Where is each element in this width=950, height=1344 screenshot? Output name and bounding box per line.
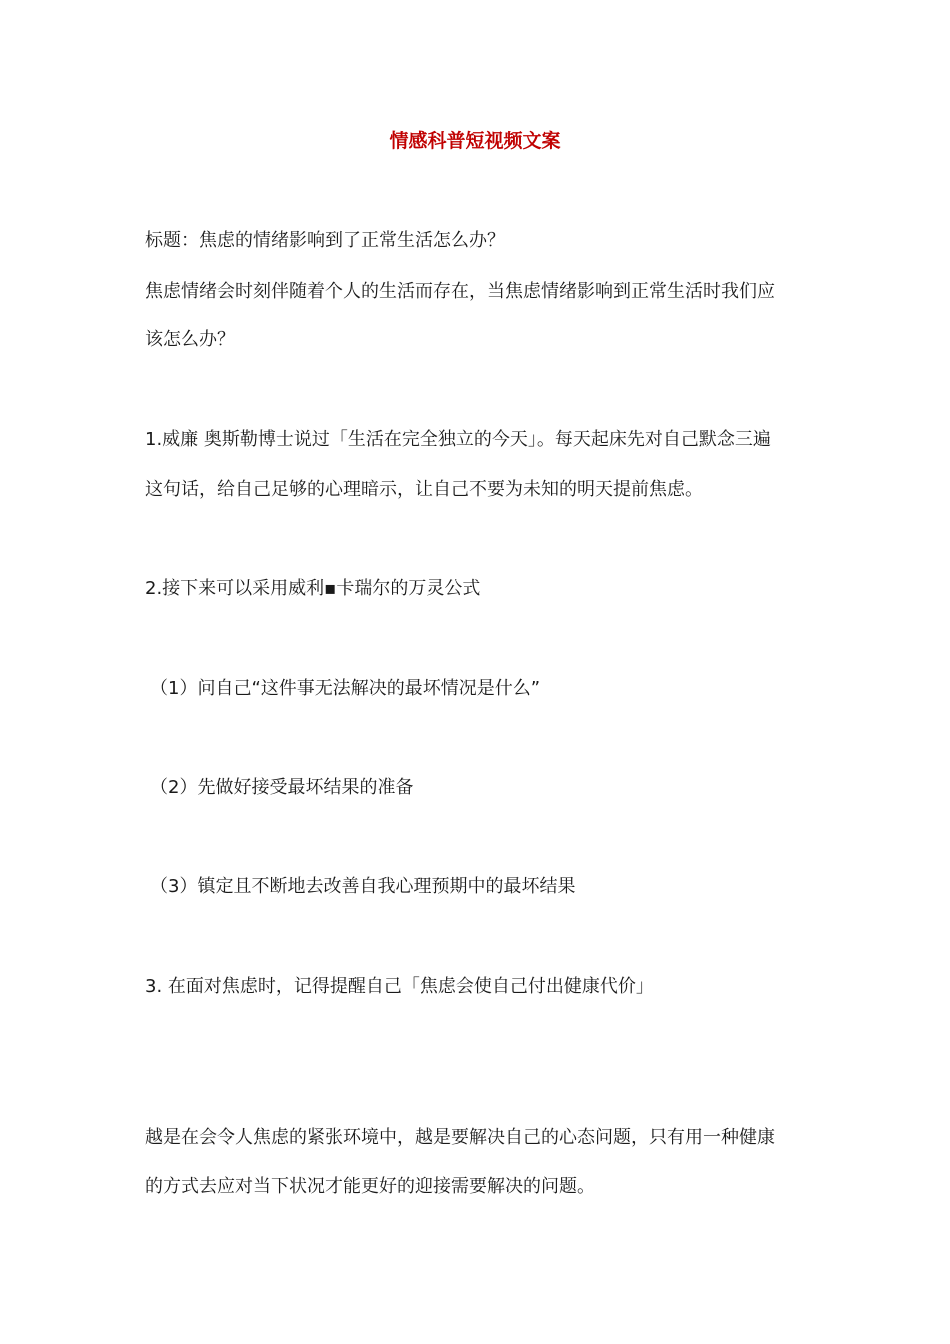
document-title: 情感科普短视频文案 <box>389 130 561 152</box>
point-3: 3. 在面对焦虑时，记得提醒自己「焦虑会使自己付出健康代价」 <box>145 976 654 997</box>
point-1-line-2: 这句话，给自己足够的心理暗示，让自己不要为未知的明天提前焦虑。 <box>145 479 703 500</box>
sub-point-3: （3）镇定且不断地去改善自我心理预期中的最坏结果 <box>150 876 576 897</box>
point-1-line-1: 1.威廉 奥斯勒博士说过「生活在完全独立的今天」。每天起床先对自己默念三遍 <box>145 429 771 450</box>
sub-point-1: （1）问自己“这件事无法解决的最坏情况是什么” <box>150 678 541 699</box>
point-2: 2.接下来可以采用威利▪卡瑞尔的万灵公式 <box>145 578 481 599</box>
intro-line-2: 该怎么办？ <box>145 329 235 350</box>
article-heading: 标题：焦虑的情绪影响到了正常生活怎么办？ <box>145 230 505 251</box>
closing-line-2: 的方式去应对当下状况才能更好的迎接需要解决的问题。 <box>145 1176 595 1197</box>
intro-line-1: 焦虑情绪会时刻伴随着个人的生活而存在，当焦虑情绪影响到正常生活时我们应 <box>145 281 775 302</box>
closing-line-1: 越是在会令人焦虑的紧张环境中，越是要解决自己的心态问题，只有用一种健康 <box>145 1127 775 1148</box>
sub-point-2: （2）先做好接受最坏结果的准备 <box>150 777 414 798</box>
